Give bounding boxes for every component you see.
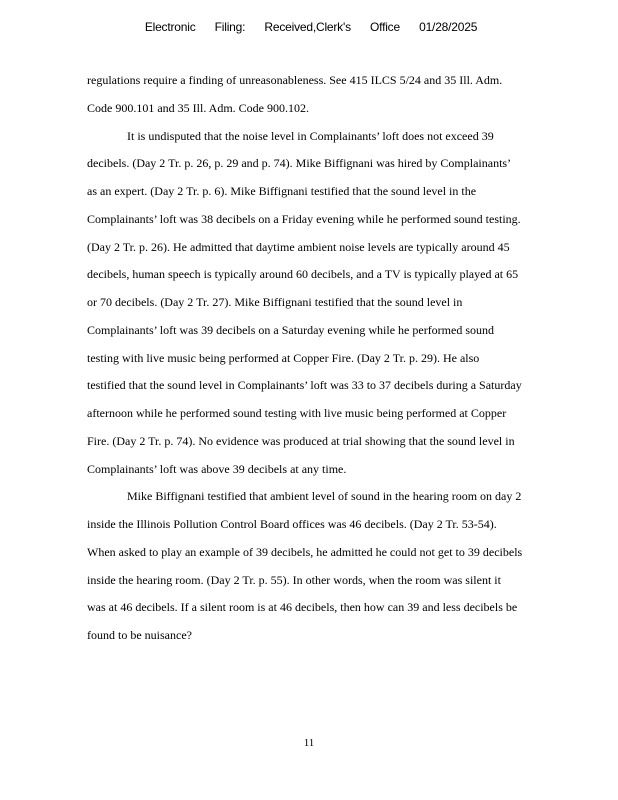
text-line: testing with live music being performed at Copper Fire. (Day 2 Tr. p. 29). He also: [87, 350, 480, 365]
text-line: Fire. (Day 2 Tr. p. 74). No evidence was produced at trial showing that the sound level in: [87, 433, 515, 448]
text-line: Complainants’ loft was above 39 decibels at any time.: [87, 461, 347, 476]
filing-header: [0, 20, 618, 34]
header-office: Office: [370, 20, 400, 34]
text-line: or 70 decibels. (Day 2 Tr. 27). Mike Biffignani testified that the sound level in: [87, 295, 463, 309]
text-line: Complainants’ loft was 39 decibels on a Saturday evening while he performed sound: [87, 322, 495, 337]
paragraph-start-line: Mike Biffignani testified that ambient level of sound in the hearing room on day 2: [127, 489, 522, 504]
text-line: Code 900.101 and 35 Ill. Adm. Code 900.102.: [87, 100, 309, 115]
text-line: inside the Illinois Pollution Control Board offices was 46 decibels. (Day 2 Tr. 53-54).: [87, 517, 497, 531]
page-number: 11: [303, 737, 315, 749]
header-date: 01/28/2025: [419, 20, 478, 34]
text-line: decibels, human speech is typically around 60 decibels, and a TV is typically played at 65: [87, 267, 519, 282]
text-line: When asked to play an example of 39 decibels, he admitted he could not get to 39 decibels: [87, 544, 523, 559]
text-line: as an expert. (Day 2 Tr. p. 6). Mike Biffignani testified that the sound level in the: [87, 184, 477, 198]
text-line: regulations require a finding of unreasonableness. See 415 ILCS 5/24 and 35 Ill. Adm.: [87, 73, 503, 87]
paragraph-start-line: It is undisputed that the noise level in Complainants’ loft does not exceed 39: [127, 128, 494, 143]
text-line: decibels. (Day 2 Tr. p. 26, p. 29 and p. 74). Mike Biffignani was hired by Complainants’: [87, 156, 512, 171]
document-body: [87, 67, 579, 650]
text-line: was at 46 decibels. If a silent room is at 46 decibels, then how can 39 and less decibels be: [87, 600, 518, 615]
text-line: (Day 2 Tr. p. 26). He admitted that daytime ambient noise levels are typically around 45: [87, 239, 510, 254]
text-line: Complainants’ loft was 38 decibels on a Friday evening while he performed sound testing.: [87, 211, 521, 226]
text-line: inside the hearing room. (Day 2 Tr. p. 55). In other words, when the room was silent it: [87, 572, 501, 587]
text-line: testified that the sound level in Complainants’ loft was 33 to 37 decibels during a Saturday: [87, 378, 522, 393]
header-electronic: Electronic: [144, 20, 196, 34]
text-line: found to be nuisance?: [87, 628, 192, 642]
text-line: afternoon while he performed sound testing with live music being performed at Copper: [87, 406, 507, 420]
header-filing: Filing:: [214, 20, 246, 34]
header-received-clerks: Received,Clerk's: [264, 20, 351, 34]
